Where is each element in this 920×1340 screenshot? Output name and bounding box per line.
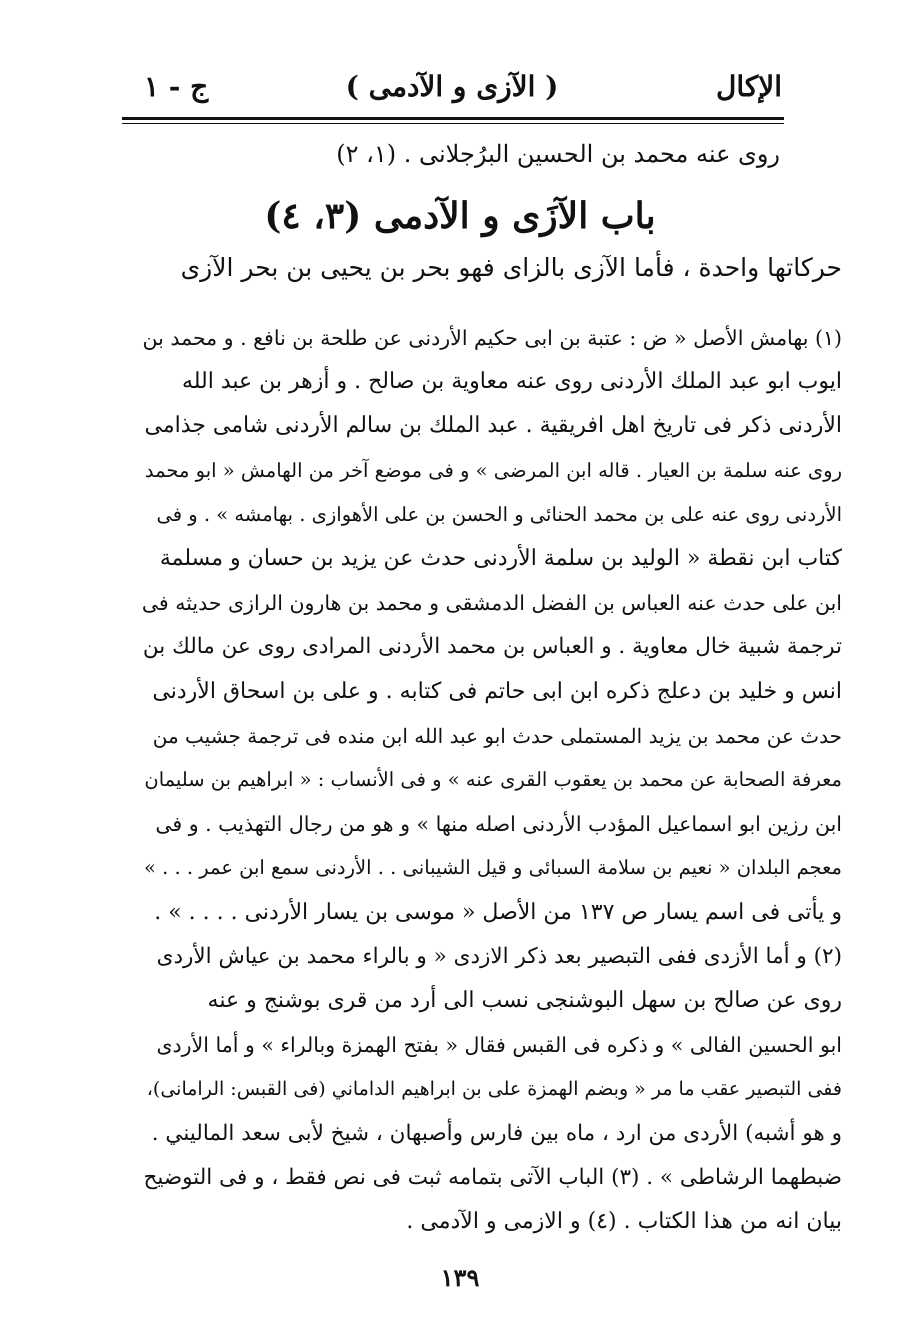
page-number: ١٣٩ [440, 1263, 480, 1292]
footnote-line: (٢) و أما الأزدى ففى التبصير بعد ذكر الازدى « و بالراء محمد بن عياش الأردى [156, 943, 842, 969]
header-section-title: ( الآزى و الآدمى ) [345, 70, 559, 103]
intro-line: روى عنه محمد بن الحسين البرُجلانى . (١، ٢) [336, 140, 780, 168]
footnote-line: الأردنى ذكر فى تاريخ اهل افريقية . عبد الملك بن سالم الأردنى شامى جذامى [144, 413, 842, 439]
footnote-line: انس و خليد بن دعلج ذكره ابن ابى حاتم فى كتابه . و على بن اسحاق الأردنى [152, 678, 842, 704]
footnote-line: بيان انه من هذا الكتاب . (٤) و الازمى و الآدمى . [406, 1209, 842, 1234]
header-rule-thin [122, 123, 784, 124]
footnote-line: ابو الحسين الفالى » و ذكره فى القبس فقال « بفتح الهمزة وبالراء » و أما الأردى [156, 1033, 842, 1058]
header-book-title: الإكال [716, 70, 782, 103]
footnote-line: و هو أشبه) الأردى من ارد ، ماه بين فارس وأصبهان ، شيخ لأبى سعد الماليني . [151, 1120, 842, 1146]
footnote-line: ابن رزين ابو اسماعيل المؤدب الأردنى اصله منها » و هو من رجال التهذيب . و فى [155, 812, 842, 837]
footnote-line: (١) بهامش الأصل « ض : عتبة بن ابى حكيم الأردنى عن طلحة بن نافع . و محمد بن [142, 326, 842, 350]
footnote-line: ضبطهما الرشاطى » . (٣) الباب الآتى بتمامه ثبت فى نص فقط ، و فى التوضيح [143, 1164, 842, 1190]
footnote-line: الأردنى روى عنه على بن محمد الحنائى و الحسن بن على الأهوازى . بهامشه » . و فى [156, 502, 842, 526]
header-volume: ج - ١ [144, 70, 209, 103]
header-rule [122, 117, 784, 120]
footnote-line: روى عنه سلمة بن العيار . قاله ابن المرضى » و فى موضع آخر من الهامش « ابو محمد [144, 458, 842, 482]
chapter-title: باب الآزَى و الآدمى (٣، ٤) [264, 195, 656, 237]
footnote-line: و يأتى فى اسم يسار ص ١٣٧ من الأصل « موسى بن يسار الأردنى . . . . » . [154, 899, 842, 925]
footnote-line: روى عن صالح بن سهل البوشنجى نسب الى أرد من قرى بوشنج و عنه [207, 988, 842, 1013]
body-line: حركاتها واحدة ، فأما الآزى بالزاى فهو بحر بن يحيى بن بحر الآزى [180, 253, 842, 282]
footnote-line: ابن على حدث عنه العباس بن الفضل الدمشقى و محمد بن هارون الرازى حديثه فى [141, 591, 842, 616]
footnote-line: معرفة الصحابة عن محمد بن يعقوب القرى عنه » و فى الأنساب : « ابراهيم بن سليمان [144, 768, 842, 791]
running-header [122, 66, 782, 108]
footnote-line: ايوب ابو عبد الملك الأردنى روى عنه معاوية بن صالح . و أزهر بن عبد الله [181, 369, 842, 395]
footnote-line: حدث عن محمد بن يزيد المستملى حدث ابو عبد الله ابن منده فى ترجمة جشيب من [152, 723, 842, 748]
footnote-line: معجم البلدان « نعيم بن سلامة السبائى و قيل الشيبانى . . الأردنى سمع ابن عمر . . . » [143, 856, 842, 880]
footnote-line: ترجمة شبية خال معاوية . و العباس بن محمد الأردنى المرادى روى عن مالك بن [142, 634, 842, 660]
footnote-line: كتاب ابن نقطة « الوليد بن سلمة الأردنى حدث عن يزيد بن حسان و مسلمة [159, 546, 842, 571]
footnote-line: ففى التبصير عقب ما مر « وبضم الهمزة على بن ابراهيم الداماني (فى القبس: الرامانى)، [146, 1078, 842, 1101]
